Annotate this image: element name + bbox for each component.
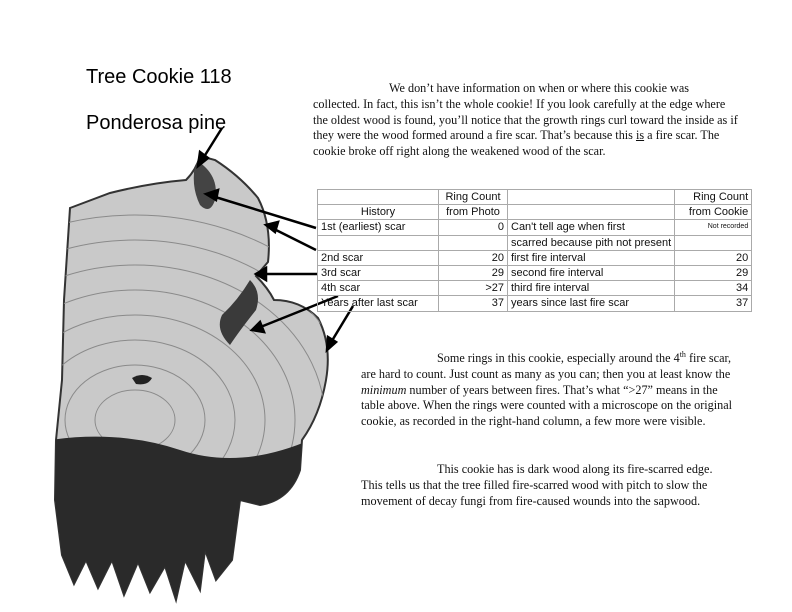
table-row [318,235,752,250]
history-cell [318,235,439,250]
photo-count-cell [439,235,508,250]
table-header-history: History [318,205,439,220]
cookie-count-cell: 29 [675,265,752,280]
table-header-photo-2: from Photo [439,205,508,220]
table-header-cookie-1: Ring Count [675,190,752,205]
description-cell: second fire interval [508,265,675,280]
cookie-count-cell: Not recorded [675,220,752,235]
dark-wood-paragraph: This cookie has is dark wood along its fire-scarred edge. This tells us that the tree filled fire-scarred wood with pitch to slow the movement of decay fungi from fire-caused wounds into the sapwood. [361,462,713,508]
table-row [318,220,752,235]
ring-text-a: Some rings in this cookie, especially around the 4 [437,351,680,365]
history-cell: 4th scar [318,281,439,296]
cookie-count-cell: 20 [675,250,752,265]
table-header-cell [508,205,675,220]
description-cell: Can't tell age when first [508,220,675,235]
cookie-count-cell: 37 [675,296,752,311]
description-cell: third fire interval [508,281,675,296]
history-cell: 2nd scar [318,250,439,265]
description-cell: scarred because pith not present [508,235,675,250]
table-header-row-1 [318,190,752,205]
description-cell: years since last fire scar [508,296,675,311]
intro-text-emphasis: is [635,128,645,143]
table-row [318,250,752,265]
ring-text-b: fire scar, are hard to count. Just count as many as you can; then you at least know the [361,351,732,381]
table-header-row-2 [318,205,752,220]
table-row [318,265,752,280]
photo-count-cell: 0 [439,220,508,235]
table-header-cell [508,190,675,205]
history-cell: Years after last scar [318,296,439,311]
table-row [318,281,752,296]
intro-paragraph [313,81,738,160]
table-header-cell [318,190,439,205]
photo-count-cell: 29 [439,265,508,280]
description-cell: first fire interval [508,250,675,265]
history-cell: 1st (earliest) scar [318,220,439,235]
photo-count-cell: >27 [439,281,508,296]
ring-text-c: number of years between fires. That’s what “>27” means in the table above. When the rings were counted with a microscope on the original cookie, as recorded in the right-hand column, a few more were visible. [361,382,733,429]
table-row [318,296,752,311]
history-cell: 3rd scar [318,265,439,280]
ring-text-sup: th [679,349,686,359]
photo-count-cell: 37 [439,296,508,311]
table-header-cookie-2: from Cookie [675,205,752,220]
cookie-count-cell: 34 [675,281,752,296]
ring-count-paragraph [361,351,733,430]
fire-history-table [317,189,752,312]
table-header-photo-1: Ring Count [439,190,508,205]
intro-text-c: a fire scar. The cookie broke off right along the weakened wood of the scar. [313,128,720,159]
cookie-title: Tree Cookie 118 [86,66,232,88]
intro-text-a: We don’t have information on when or where this cookie was collected. In fact, this isn’t the whole cookie! If you look carefully at the edge where the oldest wood is found, you’ll notice that the growth rings curl toward the inside as if they were the wood formed around a fire scar. That’s because this [313,81,738,143]
species-title: Ponderosa pine [86,112,227,134]
photo-count-cell: 20 [439,250,508,265]
cookie-count-cell [675,235,752,250]
ring-text-emphasis: minimum [361,382,407,397]
